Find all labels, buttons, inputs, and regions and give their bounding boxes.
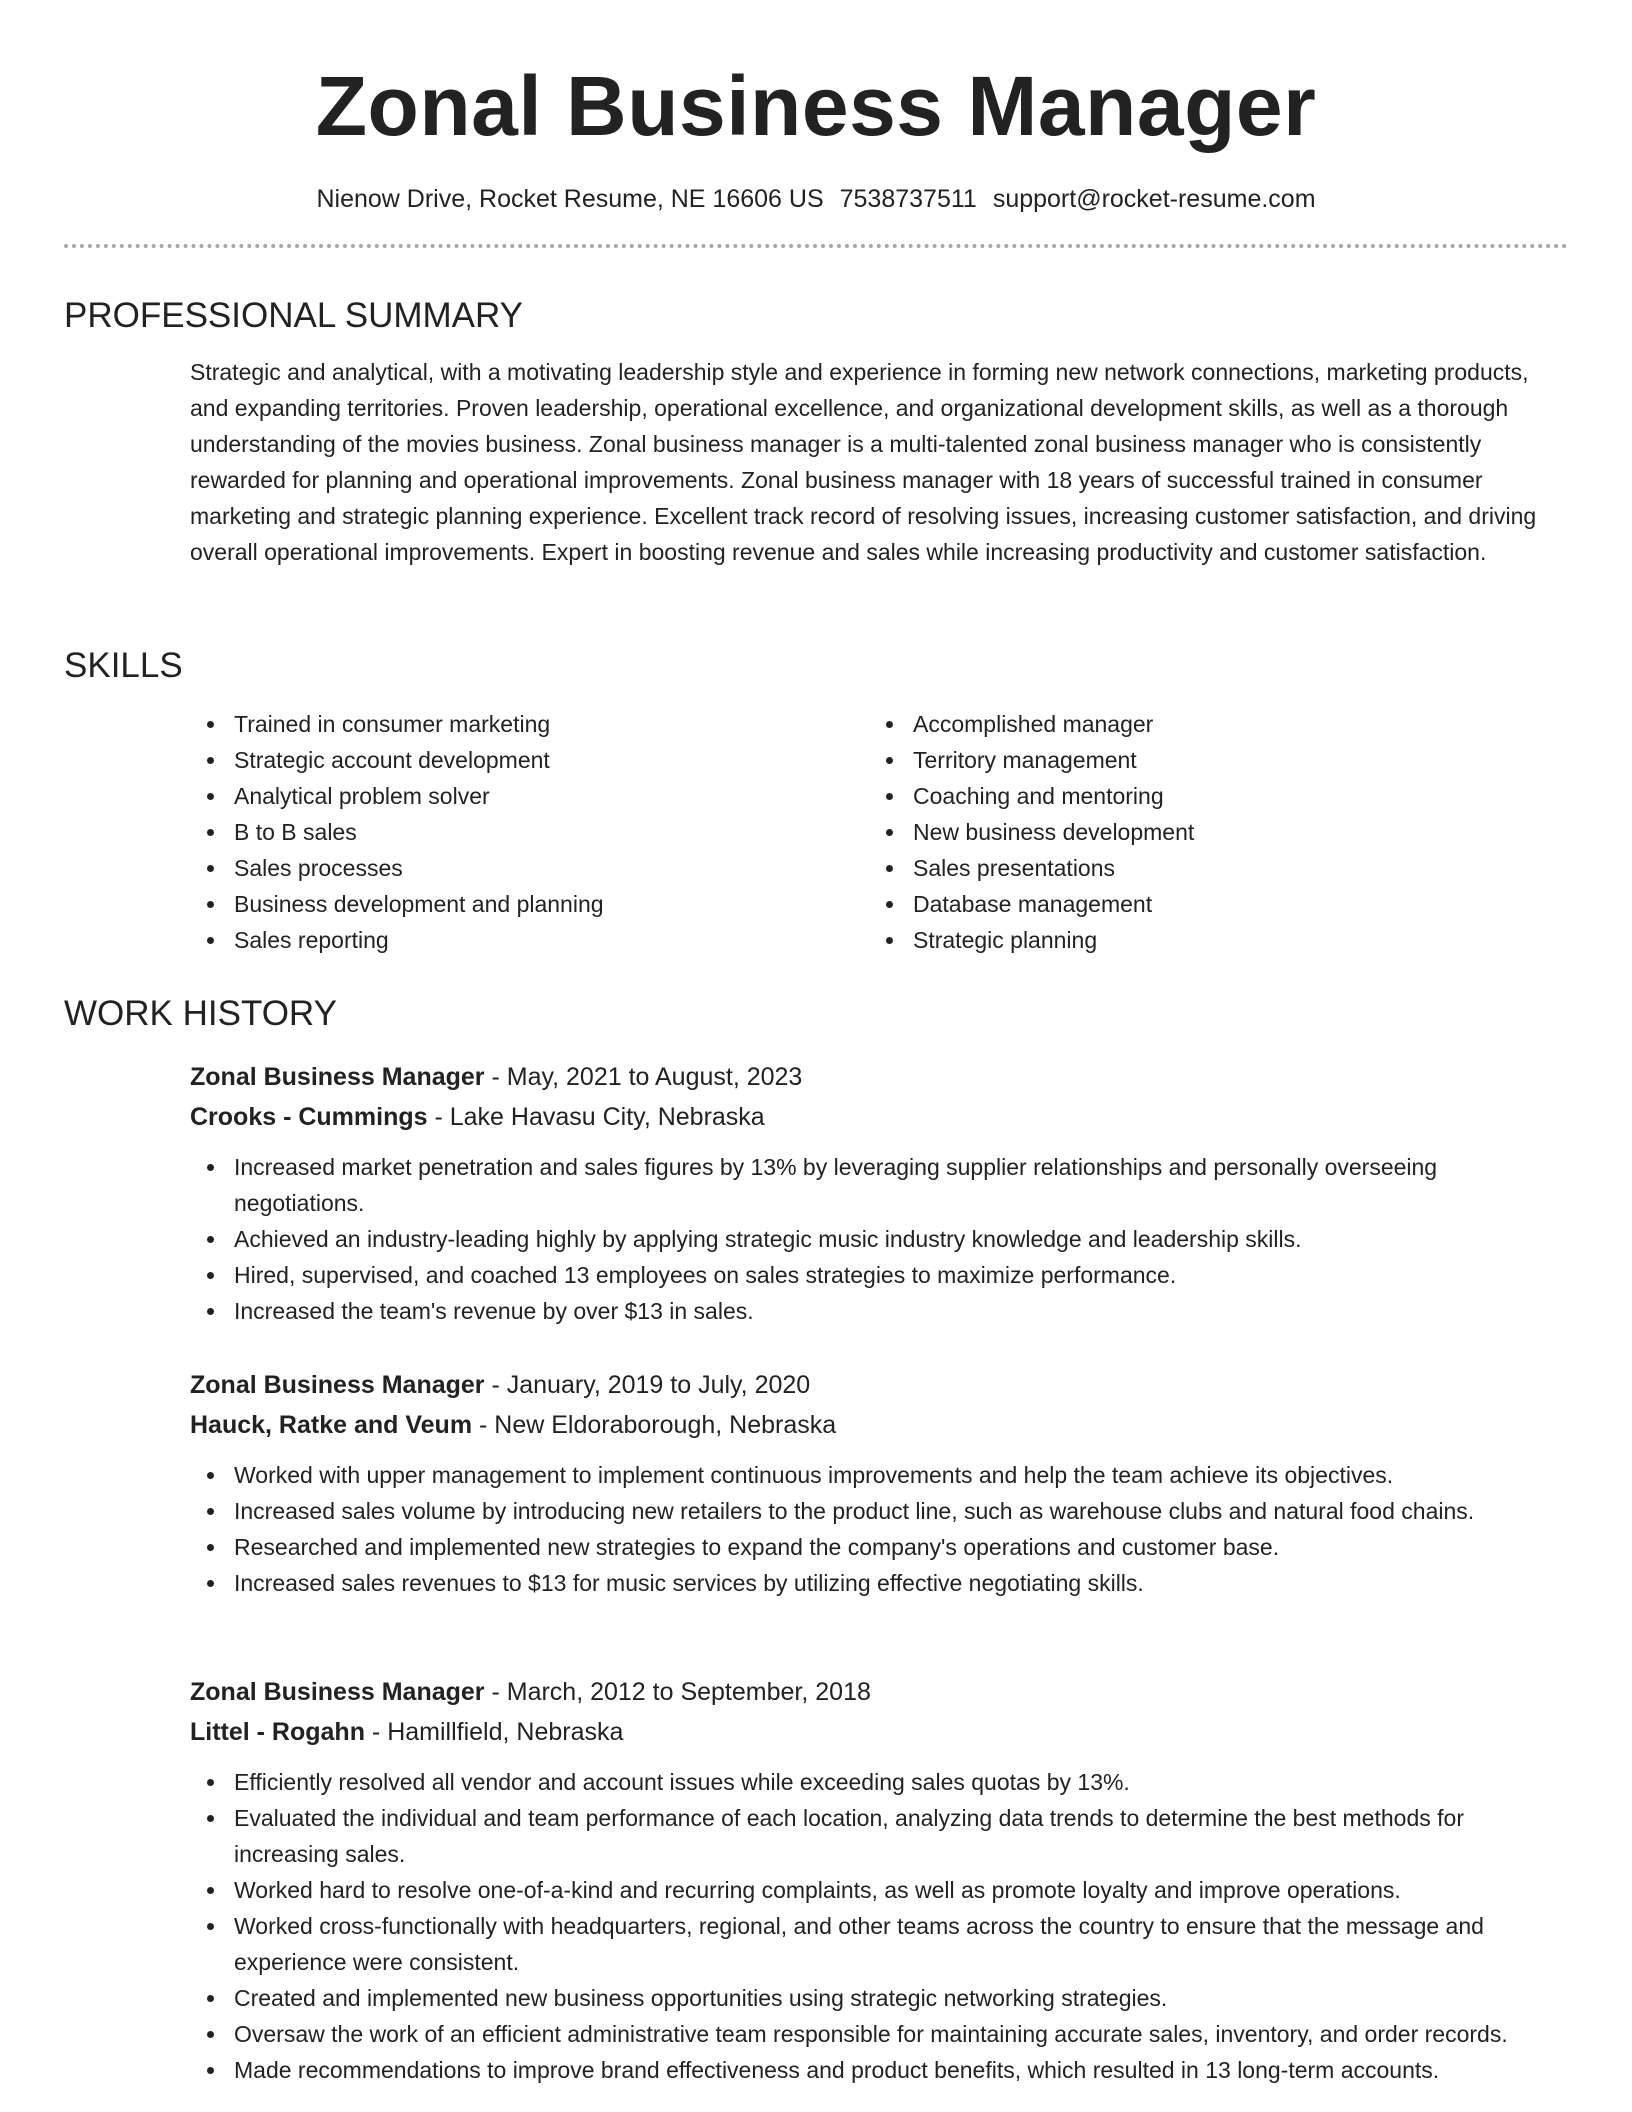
- job-title-line: [190, 1672, 1568, 1712]
- contact-phone: 7538737511: [839, 185, 977, 213]
- job-bullet: Created and implemented new business opportunities using strategic networking strategies.: [190, 1980, 1568, 2016]
- skill-item: Sales presentations: [869, 850, 1548, 886]
- skill-item: Strategic planning: [869, 922, 1548, 958]
- skills-section: [64, 644, 1568, 958]
- job-role: Zonal Business Manager: [190, 1678, 485, 1706]
- skills-columns: [190, 706, 1568, 958]
- candidate-name: Zonal Business Manager: [315, 59, 1317, 153]
- resume-page: [64, 0, 1568, 2083]
- work-history-heading: WORK HISTORY: [64, 994, 337, 1033]
- job-title-line: [190, 1057, 1568, 1097]
- skill-item: Accomplished manager: [869, 706, 1548, 742]
- skills-heading: SKILLS: [64, 646, 183, 685]
- skills-right-column: [869, 706, 1548, 958]
- skill-item: Trained in consumer marketing: [190, 706, 869, 742]
- skill-item: Business development and planning: [190, 886, 869, 922]
- work-history-section: [64, 992, 1568, 1036]
- resume-header: [64, 56, 1568, 248]
- job-entry: [64, 1057, 1568, 1329]
- job-title-line: [190, 1365, 1568, 1405]
- job-company: Crooks - Cummings: [190, 1103, 428, 1131]
- job-bullet: Oversaw the work of an efficient administrative team responsible for maintaining accurate sales, inventory, and order records.: [190, 2016, 1568, 2052]
- header-divider: [64, 244, 1568, 248]
- contact-line: [64, 182, 1568, 216]
- contact-email: support@rocket-resume.com: [992, 185, 1316, 213]
- job-entry: [64, 1365, 1568, 1601]
- job-company-line: [190, 1097, 1568, 1137]
- job-bullet: Worked hard to resolve one-of-a-kind and recurring complaints, as well as promote loyalty and improve operations.: [190, 1872, 1568, 1908]
- job-role: Zonal Business Manager: [190, 1063, 485, 1091]
- job-company: Littel - Rogahn: [190, 1718, 365, 1746]
- job-location: - New Eldoraborough, Nebraska: [472, 1411, 837, 1439]
- job-2: [190, 1365, 1568, 1601]
- job-bullet: Worked with upper management to implement continuous improvements and help the team achieve its objectives.: [190, 1457, 1568, 1493]
- job-bullet: Achieved an industry-leading highly by applying strategic music industry knowledge and leadership skills.: [190, 1221, 1568, 1257]
- skill-item: Strategic account development: [190, 742, 869, 778]
- skill-item: Database management: [869, 886, 1548, 922]
- skill-item: Sales reporting: [190, 922, 869, 958]
- job-entry: [64, 1672, 1568, 2088]
- job-bullet: Researched and implemented new strategies to expand the company's operations and customer base.: [190, 1529, 1568, 1565]
- skill-item: B to B sales: [190, 814, 869, 850]
- job-bullet: Worked cross-functionally with headquarters, regional, and other teams across the country to ensure that the message and experience were consistent.: [190, 1908, 1568, 1980]
- job-bullet: Evaluated the individual and team performance of each location, analyzing data trends to determine the best methods for increasing sales.: [190, 1800, 1568, 1872]
- job-bullet: Increased sales revenues to $13 for music services by utilizing effective negotiating skills.: [190, 1565, 1568, 1601]
- job-bullet: Made recommendations to improve brand effectiveness and product benefits, which resulted in 13 long-term accounts.: [190, 2052, 1568, 2088]
- skill-item: New business development: [869, 814, 1548, 850]
- skill-item: Coaching and mentoring: [869, 778, 1548, 814]
- summary-section: [64, 294, 1568, 570]
- job-dates: - March, 2012 to September, 2018: [484, 1678, 871, 1706]
- contact-address: Nienow Drive, Rocket Resume, NE 16606 US: [316, 185, 824, 213]
- skill-item: Analytical problem solver: [190, 778, 869, 814]
- job-location: - Lake Havasu City, Nebraska: [427, 1103, 765, 1131]
- skill-item: Sales processes: [190, 850, 869, 886]
- summary-text: Strategic and analytical, with a motivating leadership style and experience in forming new network connections, marketing products, and expanding territories. Proven leadership, operational excellence, and organizational development skills, as well as a thorough understanding of the movies business. Zonal business manager is a multi-talented zonal business manager who is consistently rewarded for planning and operational improvements. Zonal business manager with 18 years of successful trained in consumer marketing and strategic planning experience. Excellent track record of resolving issues, increasing customer satisfaction, and driving overall operational improvements. Expert in boosting revenue and sales while increasing productivity and customer satisfaction.: [190, 359, 1537, 565]
- job-dates: - May, 2021 to August, 2023: [484, 1063, 803, 1091]
- summary-heading: PROFESSIONAL SUMMARY: [64, 296, 523, 335]
- job-bullet: Increased sales volume by introducing new retailers to the product line, such as warehouse clubs and natural food chains.: [190, 1493, 1568, 1529]
- job-1: [190, 1057, 1568, 1329]
- job-location: - Hamillfield, Nebraska: [364, 1718, 624, 1746]
- job-company-line: [190, 1405, 1568, 1445]
- job-bullet: Increased the team's revenue by over $13 in sales.: [190, 1293, 1568, 1329]
- job-dates: - January, 2019 to July, 2020: [484, 1371, 811, 1399]
- job-role: Zonal Business Manager: [190, 1371, 485, 1399]
- job-company-line: [190, 1712, 1568, 1752]
- job-bullet: Efficiently resolved all vendor and account issues while exceeding sales quotas by 13%.: [190, 1764, 1568, 1800]
- skills-left-column: [190, 706, 869, 958]
- job-bullet: Increased market penetration and sales figures by 13% by leveraging supplier relationships and personally overseeing negotiations.: [190, 1149, 1568, 1221]
- job-bullet: Hired, supervised, and coached 13 employees on sales strategies to maximize performance.: [190, 1257, 1568, 1293]
- job-bullets: [190, 1457, 1568, 1601]
- job-bullets: [190, 1764, 1568, 2088]
- job-3: [190, 1672, 1568, 2088]
- skill-item: Territory management: [869, 742, 1548, 778]
- job-bullets: [190, 1149, 1568, 1329]
- job-company: Hauck, Ratke and Veum: [190, 1411, 473, 1439]
